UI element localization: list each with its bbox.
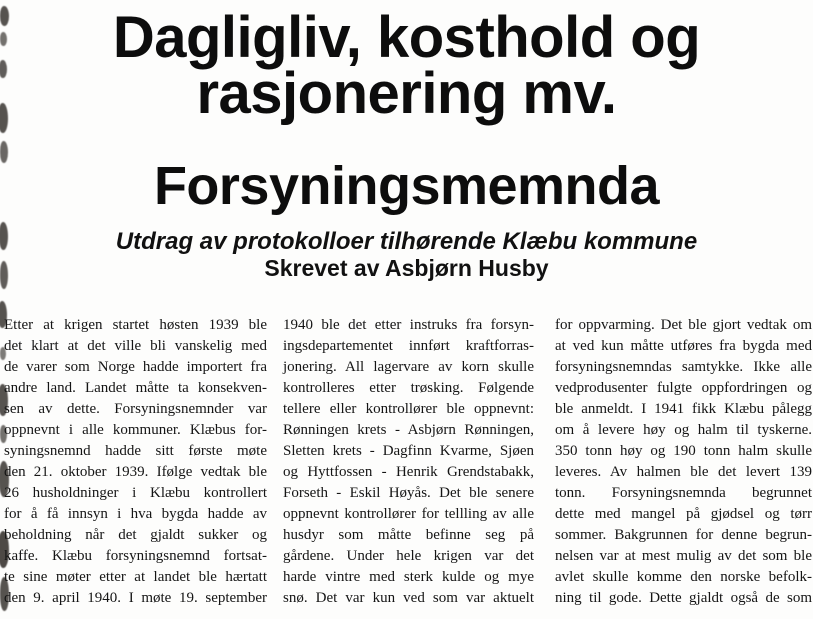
text-line: den 21. oktober 1939. Ifølge vedtak ble: [4, 464, 267, 480]
text-line: oppnevnt i alle kommuner. Klæbus for-: [4, 422, 267, 438]
page-title: [0, 5, 813, 126]
text-line: for å få innsyn i hva bygda hadde av: [4, 506, 267, 522]
text-column-1: [4, 315, 267, 609]
text-line: beholdning når det gjaldt sukker og: [4, 527, 267, 543]
text-line: ingsdepartementet innført kraftforras-: [283, 338, 534, 354]
text-line: kaffe. Klæbu forsyningsnemnd fortsat-: [4, 548, 267, 564]
text-line: gårdene. Under hele krigen var det: [283, 548, 534, 564]
text-column-2: [283, 315, 534, 609]
text-line: Rønningen krets - Asbjørn Rønningen,: [283, 422, 534, 438]
text-line: sommer. Bakgrunnen for denne begrun-: [555, 527, 812, 543]
text-line: ning til gode. Dette gjaldt også de som: [555, 590, 812, 606]
text-line: te sine møter etter at landet ble hærtatt: [4, 569, 267, 585]
text-line: oppnevnt kontrollører for tellling av alle: [283, 506, 534, 522]
section-heading: Forsyningsmemnda: [153, 156, 660, 216]
text-line: leveres. Av halmen ble det levert 139: [555, 464, 812, 480]
subtitle: Utdrag av protokolloer tilhørende Klæbu kommune: [115, 228, 698, 255]
text-column-3: [555, 315, 812, 609]
text-line: om å levere høy og halm til tyskerne.: [555, 422, 812, 438]
text-line: andre land. Landet måtte ta konsekven-: [4, 380, 267, 396]
text-line: nelsen var at mest mulig av det som ble: [555, 548, 812, 564]
byline: Skrevet av Asbjørn Husby: [264, 255, 549, 281]
text-line: syningsnemnd hadde sitt første møte: [4, 443, 267, 459]
text-line: ble anmeldt. I 1941 fikk Klæbu pålegg: [555, 401, 812, 417]
text-line: husdyr som måtte befinne seg på: [283, 527, 534, 543]
text-line: tellere eller kontrollører ble oppnevnt:: [283, 401, 534, 417]
text-line: dette med mangel på gjødsel og tørr: [555, 506, 812, 522]
text-line: Forseth - Eskil Høyås. Det ble senere: [283, 485, 534, 501]
text-line: sen av dette. Forsyningsnemnder var: [4, 401, 267, 417]
text-line: og Hyttfossen - Henrik Grendstabakk,: [283, 464, 534, 480]
text-line: forsyningsnemndas samtykke. Ikke alle: [555, 359, 812, 375]
text-line: 26 husholdninger i Klæbu kontrollert: [4, 485, 267, 501]
text-line: Sletten krets - Dagfinn Kvarme, Sjøen: [283, 443, 534, 459]
page-title-line-2: rasjonering mv.: [196, 61, 617, 126]
text-line: vedprodusenter fulgte oppfordringen og: [555, 380, 812, 396]
text-line: tonn. Forsyningsnemnda begrunnet: [555, 485, 812, 501]
text-line: 1940 ble det etter instruks fra forsyn-: [283, 317, 534, 333]
text-line: Etter at krigen startet høsten 1939 ble: [4, 317, 267, 333]
text-line: det klart at det ville bli vanskelig med: [4, 338, 267, 354]
text-line: for oppvarming. Det ble gjort vedtak om: [555, 317, 812, 333]
text-line: den 9. april 1940. I møte 19. september: [4, 590, 267, 606]
text-line: at ved kun måtte utføres fra bygda med: [555, 338, 812, 354]
text-line: de varer som Norge hadde importert fra: [4, 359, 267, 375]
page-title-line-1: Dagligliv, kosthold og: [112, 5, 701, 70]
text-line: avlet skulle komme den norske befolk-: [555, 569, 812, 585]
text-line: jonering. All lagervare av korn skulle: [283, 359, 534, 375]
text-line: 350 tonn høy og 190 tonn halm skulle: [555, 443, 812, 459]
text-line: harde vintre med sterk kulde og mye: [283, 569, 534, 585]
text-line: snø. Det var kun ved som var aktuelt: [283, 590, 534, 606]
text-line: kontrolleres etter trøsking. Følgende: [283, 380, 534, 396]
